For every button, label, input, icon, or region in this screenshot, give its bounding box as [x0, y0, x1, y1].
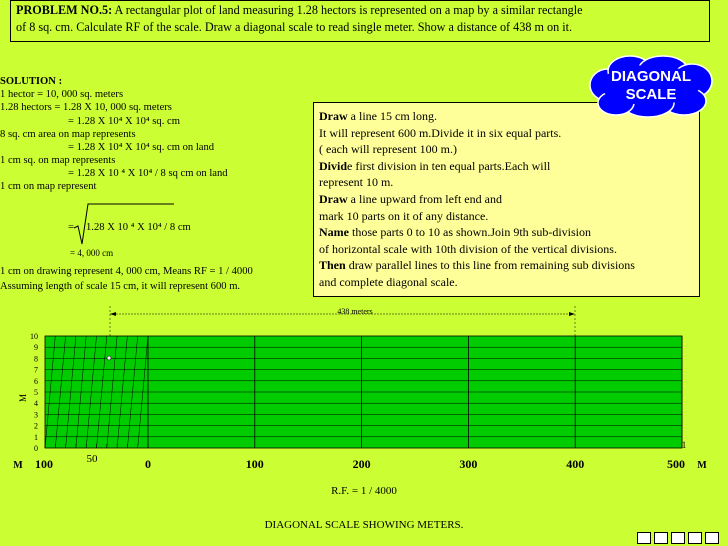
- solution-line: = 1.28 X 10⁴ X 10⁴ sq. cm on land: [68, 142, 215, 153]
- main-scale-label: 0: [145, 457, 151, 471]
- arrow-head-right: [569, 312, 575, 316]
- vertical-tick-label: 2: [34, 421, 38, 431]
- vertical-axis-label: M: [18, 393, 28, 403]
- diagonal-scale-cloud: [588, 55, 714, 119]
- problem-label: PROBLEM NO.5:: [16, 3, 113, 17]
- menu-icon[interactable]: [705, 532, 719, 544]
- instruction-line: [319, 276, 458, 289]
- vertical-tick-label: 4: [34, 399, 38, 409]
- last-slide-icon[interactable]: [688, 532, 702, 544]
- instruction-keyword: Name: [319, 225, 349, 240]
- solution-line: 1.28 X 10 ⁴ X 10⁴ / 8 cm: [86, 222, 191, 233]
- solution-line: 8 sq. cm area on map represents: [0, 129, 136, 140]
- instruction-keyword: Then: [319, 258, 346, 273]
- solution-line: = 1.28 X 10⁴ X 10⁴ sq. cm: [68, 116, 180, 127]
- problem-line2: of 8 sq. cm. Calculate RF of the scale. Draw a diagonal scale to read single meter. Show a distance of 438 m on it.: [16, 20, 573, 34]
- instruction-text: mark 10 parts on it of any distance.: [319, 208, 489, 223]
- vertical-tick-label: 6: [34, 376, 38, 386]
- right-unit: M: [697, 460, 707, 471]
- problem-line1: A rectangular plot of land measuring 1.28 hectors is represented on a map by a similar rectangle: [112, 3, 583, 17]
- instruction-line: [319, 226, 591, 239]
- main-scale-label: 500: [667, 457, 685, 471]
- solution-equals: =: [68, 222, 74, 233]
- vertical-tick-label: 10: [30, 332, 38, 341]
- instruction-text: those parts 0 to 10 as shown.Join 9th sub-division: [349, 225, 591, 240]
- instruction-line: [319, 210, 488, 223]
- main-scale-label: 100: [245, 457, 264, 471]
- instruction-line: [319, 110, 437, 123]
- left-label: 100: [35, 457, 53, 471]
- vertical-tick-label: 1: [34, 432, 38, 442]
- solution-line: = 1.28 X 10 ⁴ X 10⁴ / 8 sq cm on land: [68, 168, 228, 179]
- instruction-text: represent 10 m.: [319, 175, 394, 190]
- scale-caption: DIAGONAL SCALE SHOWING METERS.: [264, 519, 464, 531]
- distance-label: 438 meters: [337, 307, 373, 316]
- main-labels: [145, 457, 685, 471]
- main-scale-label: 400: [566, 457, 585, 471]
- instruction-text: draw parallel lines to this line from remaining sub divisions: [345, 258, 635, 273]
- instruction-text: e first division in ten equal parts.Each will: [347, 158, 551, 173]
- first-slide-icon[interactable]: [637, 532, 651, 544]
- previous-slide-icon[interactable]: [654, 532, 668, 544]
- measurement-point: [107, 356, 111, 360]
- solution-line: 1 cm on drawing represent 4, 000 cm, Means RF = 1 / 4000: [0, 266, 253, 277]
- instruction-text: and complete diagonal scale.: [319, 275, 458, 289]
- instruction-line: [319, 127, 561, 140]
- instruction-text: It will represent 600 m.Divide it in six equal parts.: [319, 125, 562, 140]
- left-unit: M: [13, 460, 23, 471]
- instruction-keyword: Draw: [319, 192, 348, 206]
- instruction-text: ( each will represent 100 m.): [319, 142, 457, 157]
- instruction-keyword: Divid: [319, 158, 348, 173]
- diagonal-scale-drawing: [0, 300, 728, 546]
- cloud-line1: DIAGONAL: [611, 68, 691, 85]
- vertical-tick-label: 8: [34, 354, 38, 364]
- instruction-line: [319, 160, 550, 173]
- solution-line: 1 hector = 10, 000 sq. meters: [0, 89, 124, 100]
- instruction-line: [319, 193, 502, 206]
- vertical-ticks: [30, 332, 38, 453]
- solution-line: 1 cm on map represent: [0, 181, 97, 192]
- solution-line: Assuming length of scale 15 cm, it will represent 600 m.: [0, 281, 241, 292]
- vertical-tick-label: 7: [34, 365, 38, 375]
- vertical-tick-label: 0: [34, 444, 38, 453]
- main-scale-label: 200: [352, 457, 371, 471]
- vertical-tick-label: 3: [34, 410, 38, 420]
- next-slide-icon[interactable]: [671, 532, 685, 544]
- solution-line: = 4, 000 cm: [70, 248, 114, 258]
- main-scale-label: 300: [459, 457, 478, 471]
- instruction-text: a line 15 cm long.: [347, 109, 437, 123]
- instruction-keyword: Draw: [319, 109, 348, 123]
- instruction-line: [319, 176, 393, 189]
- instruction-line: [319, 243, 617, 256]
- arrow-head-left: [110, 312, 116, 316]
- mid-label: 50: [86, 453, 98, 465]
- instruction-text: of horizontal scale with 10th division of the vertical divisions.: [319, 241, 617, 256]
- solution-line: 1.28 hectors = 1.28 X 10, 000 sq. meters: [0, 102, 172, 113]
- solution-heading: SOLUTION :: [0, 76, 63, 87]
- problem-statement: [16, 2, 706, 36]
- cloud-line2: SCALE: [625, 86, 677, 103]
- rf-label: R.F. = 1 / 4000: [331, 485, 397, 497]
- vertical-tick-label: 5: [34, 388, 38, 397]
- instruction-line: [319, 143, 457, 156]
- vertical-tick-label: 9: [34, 343, 38, 353]
- right-tick: 1: [681, 440, 687, 450]
- solution-line: 1 cm sq. on map represents: [0, 155, 116, 166]
- instruction-line: [319, 259, 635, 272]
- instruction-text: a line upward from left end and: [347, 192, 502, 206]
